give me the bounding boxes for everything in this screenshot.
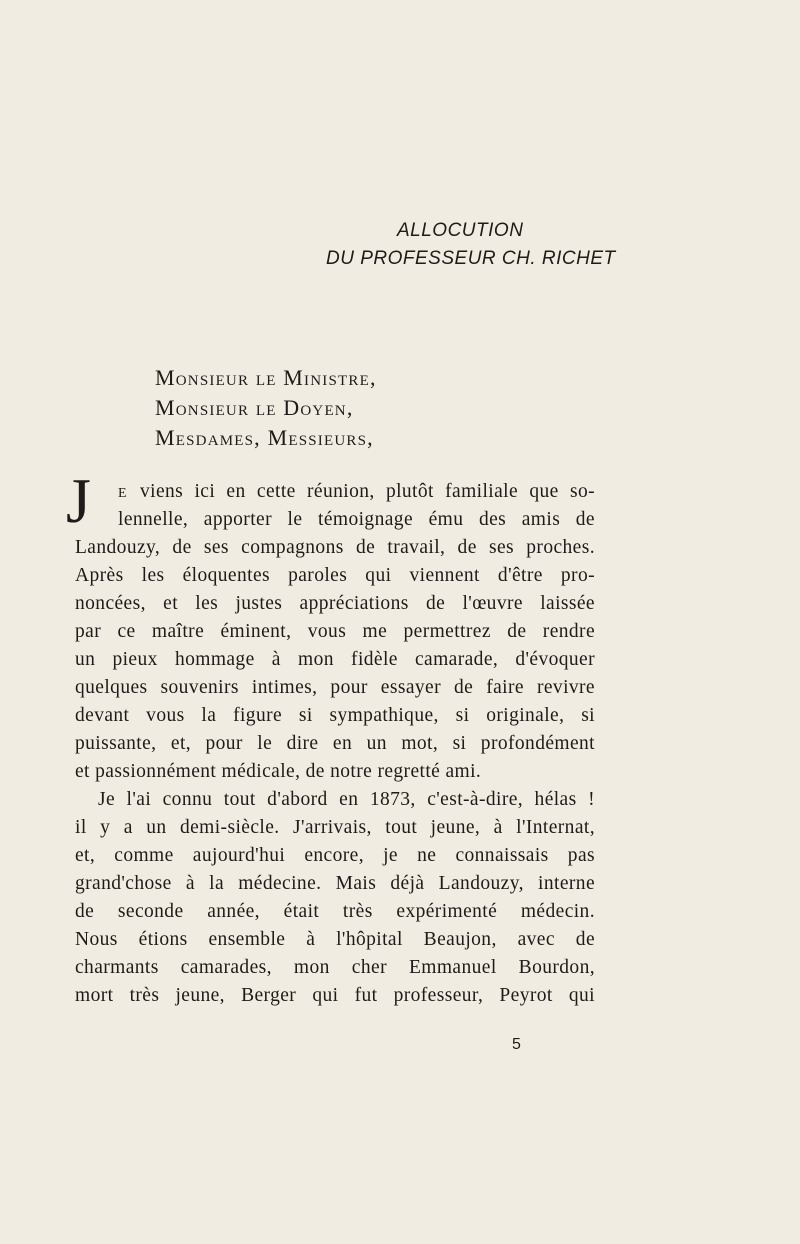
body-line: de seconde année, était très expérimenté médecin. [75, 901, 595, 922]
page-number: 5 [512, 1036, 521, 1053]
body-line: par ce maître éminent, vous me permettrez de rendre [75, 621, 595, 642]
body-line: Nous étions ensemble à l'hôpital Beaujon, avec de [75, 929, 595, 950]
body-line: quelques souvenirs intimes, pour essayer de faire revivre [75, 677, 595, 698]
salutation-line: Monsieur le Doyen, [155, 395, 354, 420]
salutation-line: Mesdames, Messieurs, [155, 425, 374, 450]
title-line-1: ALLOCUTION [397, 220, 524, 241]
title-line-2: DU PROFESSEUR CH. RICHET [326, 248, 616, 269]
body-line: Je l'ai connu tout d'abord en 1873, c'est-à-dire, hélas ! [98, 789, 595, 810]
salutation-line: Monsieur le Ministre, [155, 365, 377, 390]
body-line: grand'chose à la médecine. Mais déjà Landouzy, interne [75, 873, 595, 894]
body-line: lennelle, apporter le témoignage ému des amis de [118, 509, 595, 530]
body-line: viens ici en cette réunion, plutôt familiale que so- [140, 481, 595, 502]
drop-cap-continuation: e [118, 481, 127, 502]
body-line: puissante, et, pour le dire en un mot, si profondément [75, 733, 595, 754]
body-line: mort très jeune, Berger qui fut professeur, Peyrot qui [75, 985, 595, 1006]
body-line: devant vous la figure si sympathique, si originale, si [75, 705, 595, 726]
drop-cap: J [66, 465, 91, 536]
body-line: et passionnément médicale, de notre regretté ami. [75, 761, 482, 782]
body-line: noncées, et les justes appréciations de l'œuvre laissée [75, 593, 595, 614]
body-line: et, comme aujourd'hui encore, je ne connaissais pas [75, 845, 595, 866]
body-line: il y a un demi-siècle. J'arrivais, tout jeune, à l'Internat, [75, 817, 595, 838]
body-line: Landouzy, de ses compagnons de travail, de ses proches. [75, 537, 595, 558]
body-line: charmants camarades, mon cher Emmanuel Bourdon, [75, 957, 595, 978]
body-line: un pieux hommage à mon fidèle camarade, d'évoquer [75, 649, 595, 670]
body-line: Après les éloquentes paroles qui viennent d'être pro- [75, 565, 595, 586]
